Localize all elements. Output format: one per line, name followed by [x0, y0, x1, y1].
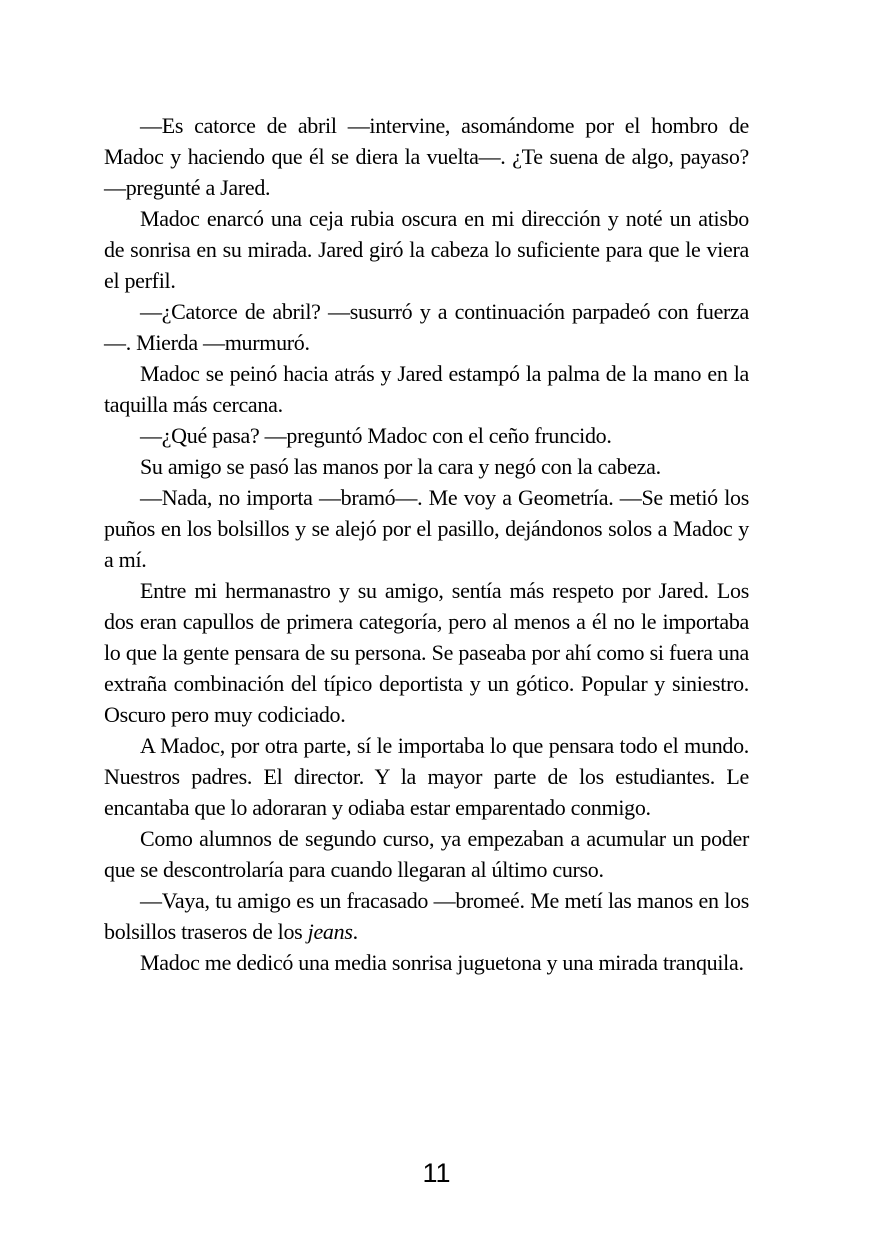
text-segment: —¿Catorce de abril? —susurró y a continuación parpadeó con fuerza—. Mierda —murmuró.	[104, 299, 749, 355]
paragraph	[104, 420, 749, 451]
text-segment: .	[352, 919, 358, 944]
page-text	[104, 110, 749, 978]
text-segment: Madoc me dedicó una media sonrisa juguetona y una mirada tranquila.	[140, 950, 744, 975]
text-segment: Madoc enarcó una ceja rubia oscura en mi dirección y noté un atisbo de sonrisa en su mirada. Jared giró la cabeza lo suficiente para que le viera el perfil.	[104, 206, 749, 293]
paragraph	[104, 296, 749, 358]
paragraph	[104, 203, 749, 296]
paragraph	[104, 482, 749, 575]
text-segment: Su amigo se pasó las manos por la cara y negó con la cabeza.	[140, 454, 661, 479]
text-segment: —Nada, no importa —bramó—. Me voy a Geometría. —Se metió los puños en los bolsillos y se alejó por el pasillo, dejándonos solos a Madoc y a mí.	[104, 485, 749, 572]
paragraph	[104, 575, 749, 730]
text-segment: —Vaya, tu amigo es un fracasado —bromeé. Me metí las manos en los bolsillos traseros de los	[104, 888, 749, 944]
text-segment: Como alumnos de segundo curso, ya empezaban a acumular un poder que se descontrolaría para cuando llegaran al último curso.	[104, 826, 749, 882]
text-segment: —Es catorce de abril —intervine, asomándome por el hombro de Madoc y haciendo que él se diera la vuelta—. ¿Te suena de algo, payaso? —pregunté a Jared.	[104, 113, 749, 200]
paragraph	[104, 823, 749, 885]
paragraph	[104, 358, 749, 420]
text-segment: —¿Qué pasa? —preguntó Madoc con el ceño fruncido.	[140, 423, 612, 448]
paragraph	[104, 885, 749, 947]
paragraph	[104, 947, 749, 978]
page-number: 11	[422, 1158, 451, 1188]
text-segment: Madoc se peinó hacia atrás y Jared estampó la palma de la mano en la taquilla más cercana.	[104, 361, 749, 417]
paragraph	[104, 451, 749, 482]
paragraph	[104, 110, 749, 203]
paragraph	[104, 730, 749, 823]
text-segment: jeans	[307, 919, 353, 944]
text-segment: A Madoc, por otra parte, sí le importaba lo que pensara todo el mundo. Nuestros padres. El director. Y la mayor parte de los estudiantes. Le encantaba que lo adoraran y odiaba estar emparentado conmigo.	[104, 733, 749, 820]
text-segment: Entre mi hermanastro y su amigo, sentía más respeto por Jared. Los dos eran capullos de primera categoría, pero al menos a él no le importaba lo que la gente pensara de su persona. Se paseaba por ahí como si fuera una extraña combinación del típico deportista y un gótico. Popular y siniestro. Oscuro pero muy codiciado.	[104, 578, 749, 727]
